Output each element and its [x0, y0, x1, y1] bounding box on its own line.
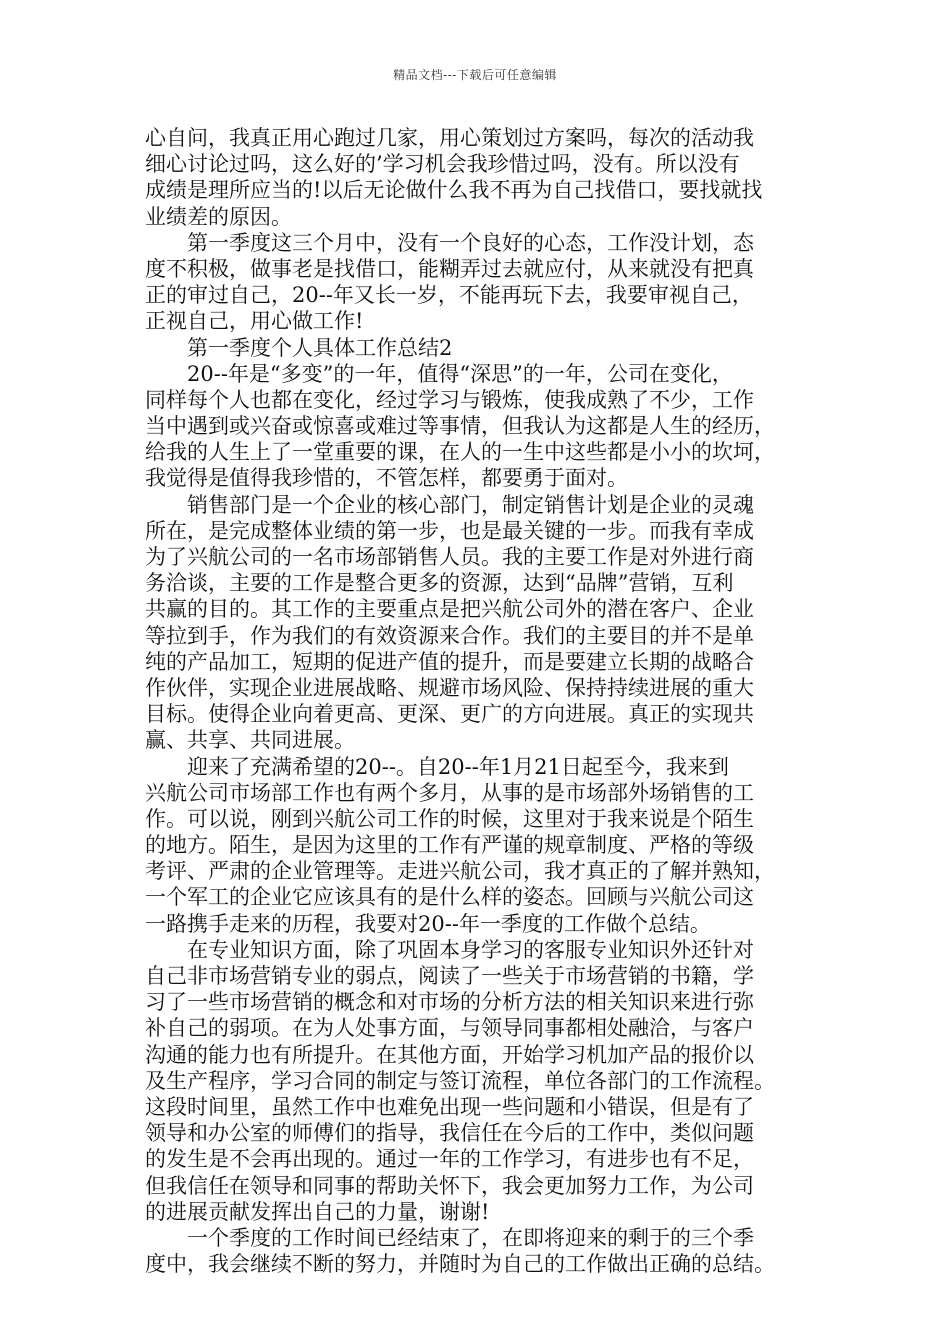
text-line: 给我的人生上了一堂重要的课，在人的一生中这些都是小小的坎坷， [145, 440, 775, 465]
text-line: 这段时间里，虽然工作中也难免出现一些问题和小错误，但是有了 [145, 1094, 754, 1119]
text-line: 作伙伴，实现企业进展战略、规避市场风险、保持持续进展的重大 [145, 675, 754, 700]
text-line: 当中遇到或兴奋或惊喜或难过等事情，但我认为这都是人生的经历， [145, 414, 775, 439]
text-line: 习了一些市场营销的概念和对市场的分析方法的相关知识来进行弥 [145, 990, 754, 1015]
text-line: 自己非市场营销专业的弱点，阅读了一些关于市场营销的书籍，学 [145, 964, 754, 988]
page-header: 精品文档---下载后可任意编辑 [393, 68, 557, 82]
text-line: 务洽谈，主要的工作是整合更多的资源，达到“品牌”营销，互利 [145, 571, 734, 596]
text-line: 第一季度这三个月中，没有一个良好的心态，工作没计划，态 [145, 230, 754, 255]
text-line: 赢、共享、共同进展。 [145, 728, 355, 753]
text-line: 等拉到手，作为我们的有效资源来合作。我们的主要目的并不是单 [145, 623, 754, 648]
text-line: 正视自己，用心做工作! [145, 309, 364, 334]
text-line: 沟通的能力也有所提升。在其他方面，开始学习机加产品的报价以 [145, 1042, 754, 1067]
text-line: 一路携手走来的历程，我要对20--年一季度的工作做个总结。 [145, 911, 711, 936]
text-line: 作。可以说，刚到兴航公司工作的时候，这里对于我来说是个陌生 [145, 806, 754, 831]
text-line: 纯的产品加工，短期的促进产值的提升，而是要建立长期的战略合 [145, 649, 754, 674]
text-line: 但我信任在领导和同事的帮助关怀下，我会更加努力工作，为公司 [145, 1173, 754, 1198]
text-line: 目标。使得企业向着更高、更深、更广的方向进展。真正的实现共 [145, 702, 754, 727]
text-line: 同样每个人也都在变化，经过学习与锻炼，使我成熟了不少，工作 [145, 387, 754, 412]
text-line: 我觉得是值得我珍惜的，不管怎样，都要勇于面对。 [145, 466, 628, 491]
text-line: 考评、严肃的企业管理等。走进兴航公司，我才真正的了解并熟知， [145, 859, 775, 884]
text-line: 20--年是“多变”的一年，值得“深思”的一年，公司在变化， [145, 361, 733, 386]
text-line: 度中，我会继续不断的努力，并随时为自己的工作做出正确的总结。 [145, 1252, 775, 1277]
text-line: 业绩差的原因。 [145, 204, 292, 229]
text-line: 的地方。陌生，是因为这里的工作有严谨的规章制度、严格的等级 [145, 833, 754, 858]
document-body [145, 125, 825, 1277]
section-heading: 第一季度个人具体工作总结2 [145, 335, 453, 360]
text-line: 一个季度的工作时间已经结束了，在即将迎来的剩于的三个季 [145, 1225, 754, 1250]
text-line: 在专业知识方面，除了巩固本身学习的客服专业知识外还针对 [145, 937, 754, 962]
text-line: 兴航公司市场部工作也有两个多月，从事的是市场部外场销售的工 [145, 780, 754, 805]
text-line: 补自己的弱项。在为人处事方面，与领导同事都相处融洽，与客户 [145, 1016, 754, 1041]
text-line: 及生产程序，学习合同的制定与签订流程，单位各部门的工作流程。 [145, 1068, 775, 1093]
text-line: 共赢的目的。其工作的主要重点是把兴航公司外的潜在客户、企业 [145, 597, 754, 622]
text-line: 正的审过自己，20--年又长一岁，不能再玩下去，我要审视自己， [145, 283, 753, 308]
text-line: 领导和办公室的师傅们的指导，我信任在今后的工作中，类似问题 [145, 1121, 754, 1146]
text-line: 销售部门是一个企业的核心部门，制定销售计划是企业的灵魂 [145, 492, 754, 517]
text-line: 细心讨论过吗，这么好的’学习机会我珍惜过吗，没有。所以没有 [145, 152, 740, 177]
text-line: 为了兴航公司的一名市场部销售人员。我的主要工作是对外进行商 [145, 545, 754, 569]
text-line: 所在，是完成整体业绩的第一步，也是最关键的一步。而我有幸成 [145, 518, 754, 543]
text-line: 一个军工的企业它应该具有的是什么样的姿态。回顾与兴航公司这 [145, 885, 754, 910]
text-line: 成绩是理所应当的!以后无论做什么我不再为自己找借口，要找就找 [145, 178, 763, 203]
text-line: 心自问，我真正用心跑过几家，用心策划过方案吗，每次的活动我 [145, 126, 754, 150]
text-line: 度不积极，做事老是找借口，能糊弄过去就应付，从来就没有把真 [145, 256, 754, 281]
text-line: 的进展贡献发挥出自己的力量，谢谢! [145, 1199, 490, 1224]
text-line: 迎来了充满希望的20--。自20--年1月21日起至今，我来到 [145, 754, 729, 779]
text-line: 的发生是不会再出现的。通过一年的工作学习，有进步也有不足， [145, 1147, 754, 1172]
